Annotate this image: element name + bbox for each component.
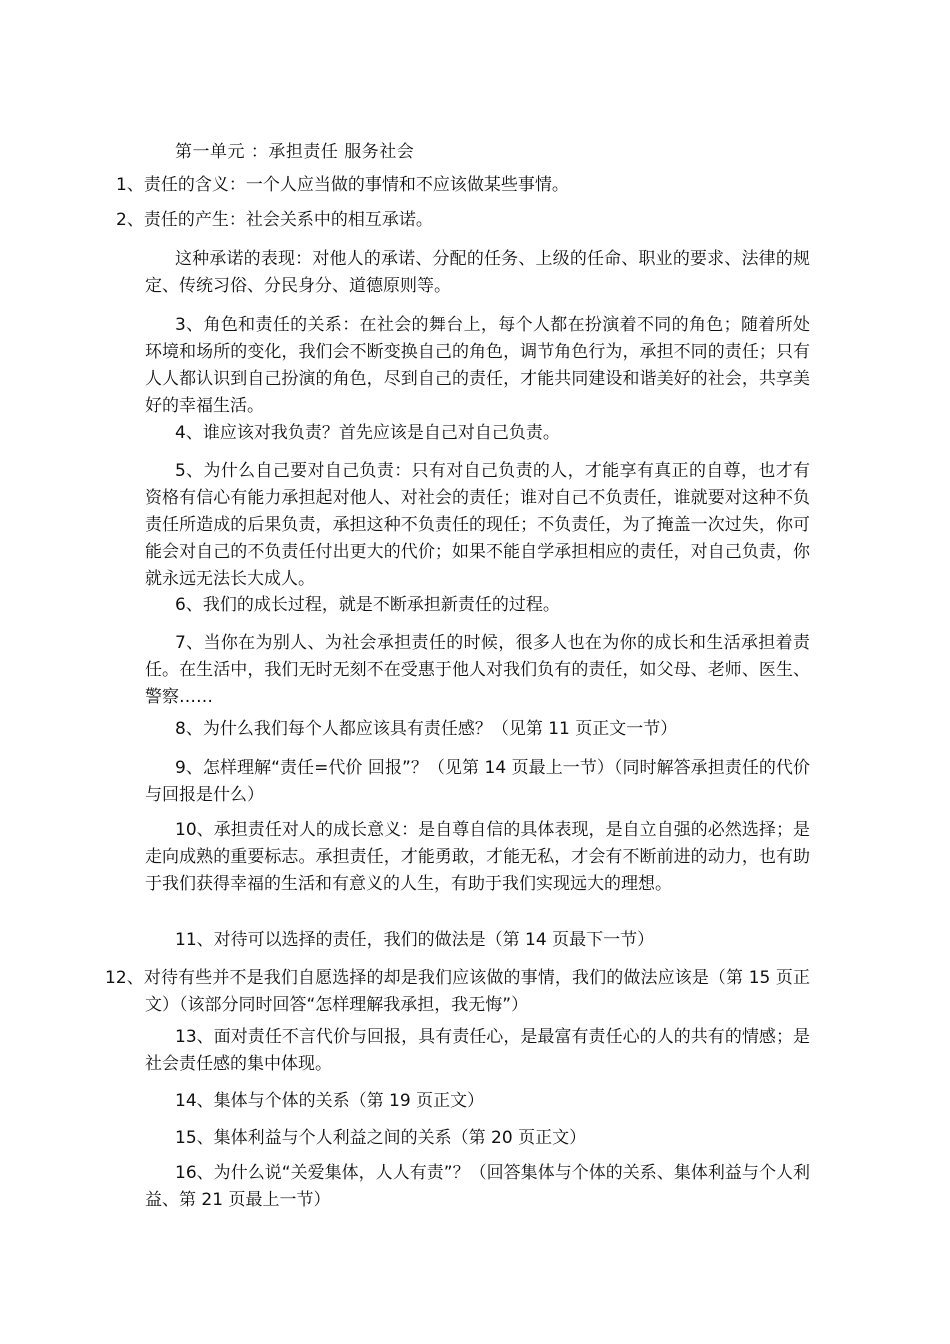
paragraph-5: 5、为什么自己要对自己负责：只有对自己负责的人，才能享有真正的自尊，也才有资格有信心有能力承担起对他人、对社会的责任；谁对自己不负责任，谁就要对这种不负责任所造成的后果负责，承担这种不负责任的现任；不负责任，为了掩盖一次过失，你可能会对自己的不负责任付出更大的代价；如果不能自学承担相应的责任，对自己负责，你就永远无法长大成人。	[145, 461, 810, 589]
paragraph-11: 11、对待可以选择的责任，我们的做法是（第 14 页最下一节）	[175, 930, 655, 950]
paragraph-9: 9、怎样理解“责任=代价 回报”？（见第 14 页最上一节）（同时解答承担责任的代价与回报是什么）	[145, 758, 810, 805]
paragraph-15: 15、集体利益与个人利益之间的关系（第 20 页正文）	[175, 1128, 587, 1148]
page-title: 第一单元 ：承担责任 服务社会	[175, 142, 415, 162]
paragraph-16: 16、为什么说“关爱集体，人人有责”？（回答集体与个体的关系、集体利益与个人利益、第 21 页最上一节）	[145, 1163, 810, 1210]
paragraph-8: 8、为什么我们每个人都应该具有责任感？（见第 11 页正文一节）	[175, 719, 678, 739]
paragraph-7: 7、当你在为别人、为社会承担责任的时候，很多人也在为你的成长和生活承担着责任。在生活中，我们无时无刻不在受惠于他人对我们负有的责任，如父母、老师、医生、警察……	[145, 633, 810, 707]
paragraph-12	[105, 965, 810, 1019]
paragraph-6: 6、我们的成长过程，就是不断承担新责任的过程。	[175, 595, 560, 615]
paragraph-12-text: 12、对待有些并不是我们自愿选择的却是我们应该做的事情，我们的做法应该是（第 15 页正文）（该部分同时回答“怎样理解我承担，我无悔”）	[105, 968, 810, 1015]
paragraph-2-note: 这种承诺的表现：对他人的承诺、分配的任务、上级的任命、职业的要求、法律的规定、传统习俗、分民身分、道德原则等。	[145, 249, 810, 296]
paragraph-1: 1、责任的含义：一个人应当做的事情和不应该做某些事情。	[116, 175, 569, 195]
paragraph-3: 3、角色和责任的关系：在社会的舞台上，每个人都在扮演着不同的角色；随着所处环境和场所的变化，我们会不断变换自己的角色，调节角色行为，承担不同的责任；只有人人都认识到自己扮演的角色，尽到自己的责任，才能共同建设和谐美好的社会，共享美好的幸福生活。	[145, 315, 810, 416]
paragraph-4: 4、谁应该对我负责？首先应该是自己对自己负责。	[175, 423, 560, 443]
paragraph-13: 13、面对责任不言代价与回报，具有责任心，是最富有责任心的人的共有的情感；是社会责任感的集中体现。	[145, 1027, 810, 1074]
paragraph-14: 14、集体与个体的关系（第 19 页正文）	[175, 1091, 485, 1111]
paragraph-2: 2、责任的产生：社会关系中的相互承诺。	[116, 210, 433, 230]
paragraph-10: 10、承担责任对人的成长意义：是自尊自信的具体表现，是自立自强的必然选择；是走向成熟的重要标志。承担责任，才能勇敢，才能无私，才会有不断前进的动力，也有助于我们获得幸福的生活和有意义的人生，有助于我们实现远大的理想。	[145, 820, 810, 894]
